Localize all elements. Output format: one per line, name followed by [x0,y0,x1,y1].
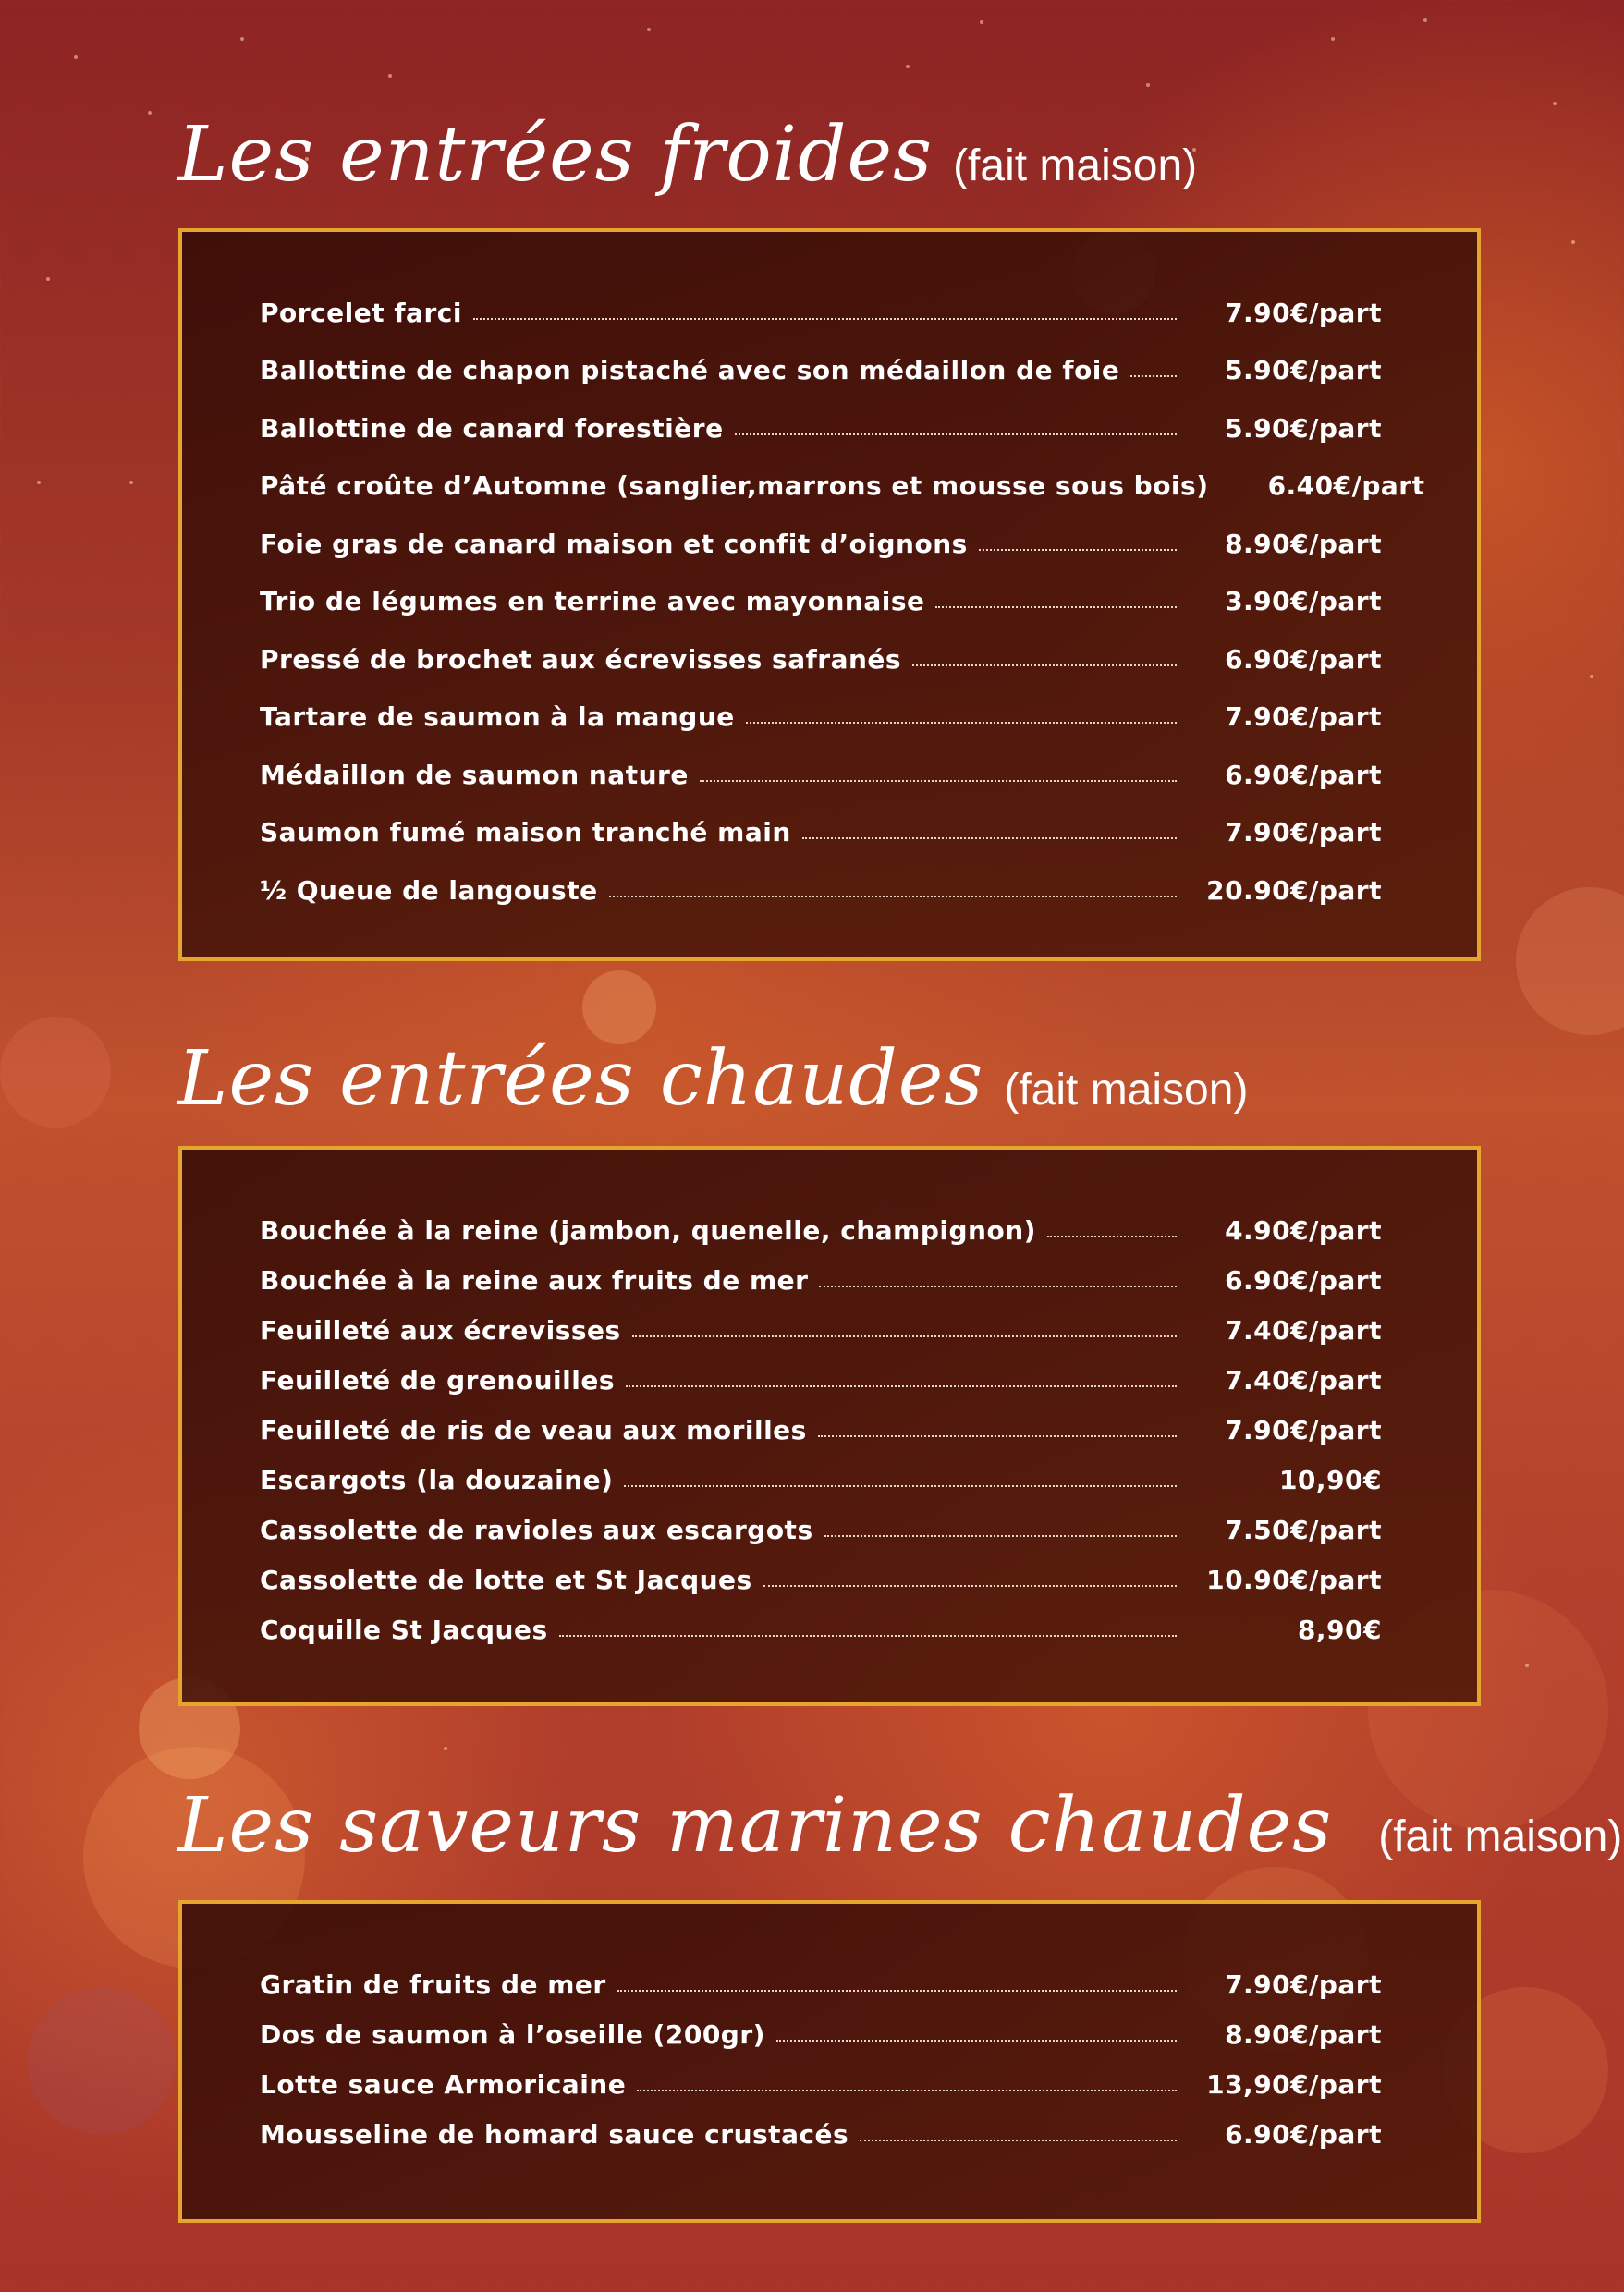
leader-dots [819,1285,1177,1287]
menu-item-name: Bouchée à la reine aux fruits de mer [260,1265,809,1296]
menu-item [260,2109,1382,2150]
menu-item-name: Coquille St Jacques [260,1615,548,1645]
menu-item-name: Escargots (la douzaine) [260,1465,614,1495]
menu-item-price: 7.90€/part [1225,298,1382,328]
menu-item-name: Foie gras de canard maison et confit d’oignons [260,529,968,559]
menu-item [260,287,1382,328]
leader-dots [559,1634,1177,1637]
leader-dots [1130,374,1177,377]
menu-item-name: Cassolette de lotte et St Jacques [260,1565,752,1595]
menu-item-name: Dos de saumon à l’oseille (200gr) [260,2019,765,2050]
menu-item-price: 8.90€/part [1225,529,1382,559]
menu-panel-saveurs-marines [178,1900,1481,2223]
menu-item [260,1505,1382,1545]
menu-item-price: 10,90€ [1278,1465,1382,1495]
leader-dots [935,605,1177,608]
menu-item-name: Porcelet farci [260,298,462,328]
leader-dots [617,1989,1177,1992]
leader-dots [860,2139,1177,2141]
leader-dots [609,895,1177,897]
menu-item-name: Tartare de saumon à la mangue [260,701,735,732]
leader-dots [624,1484,1177,1487]
menu-item [260,865,1382,906]
menu-item-price: 7.90€/part [1225,701,1382,732]
menu-item-name: Trio de légumes en terrine avec mayonnaise [260,586,925,616]
menu-item-price: 7.40€/part [1225,1315,1382,1346]
menu-item-price: 6.90€/part [1225,1265,1382,1296]
leader-dots [700,779,1177,782]
menu-item [260,634,1382,675]
section-subtitle: (fait maison) [1004,1066,1249,1115]
menu-item [260,1604,1382,1645]
section-title-text: Les saveurs marines chaudes [177,1782,1333,1870]
menu-item [260,576,1382,616]
menu-item-price: 3.90€/part [1225,586,1382,616]
menu-item-name: Pressé de brochet aux écrevisses safranés [260,644,902,675]
menu-item-price: 8.90€/part [1225,2019,1382,2050]
menu-item-price: 10.90€/part [1206,1565,1382,1595]
menu-item [260,691,1382,732]
leader-dots [1047,1235,1177,1237]
menu-item [260,1255,1382,1296]
leader-dots [802,836,1177,839]
leader-dots [818,1434,1177,1437]
menu-item-price: 6.90€/part [1225,644,1382,675]
menu-item-price: 7.90€/part [1225,817,1382,847]
menu-item-name: Mousseline de homard sauce crustacés [260,2119,849,2150]
menu-item [260,1554,1382,1595]
menu-item [260,518,1382,559]
menu-item-name: Feuilleté aux écrevisses [260,1315,621,1346]
menu-item-name: Médaillon de saumon nature [260,760,689,790]
leader-dots [979,548,1177,551]
menu-item-name: Saumon fumé maison tranché main [260,817,791,847]
leader-dots [776,2039,1177,2042]
menu-item-price: 7.90€/part [1225,1415,1382,1445]
menu-item [260,345,1382,385]
section-subtitle: (fait maison) [953,141,1198,190]
menu-item [260,1205,1382,1246]
menu-panel-entrees-froides [178,228,1481,961]
section-title-entrees-chaudes [177,1035,1248,1123]
menu-item [260,1455,1382,1495]
menu-item-price: 6.90€/part [1225,760,1382,790]
leader-dots [746,721,1177,724]
leader-dots [637,2089,1177,2091]
menu-item-price: 7.90€/part [1225,1969,1382,2000]
menu-item-price: 6.90€/part [1225,2119,1382,2150]
leader-dots [632,1335,1177,1337]
menu-item [260,2059,1382,2100]
menu-item [260,403,1382,444]
menu-item-price: 20.90€/part [1206,875,1382,906]
menu-item-price: 13,90€/part [1206,2069,1382,2100]
section-title-text: Les entrées froides [177,111,934,199]
menu-item-price: 4.90€/part [1225,1215,1382,1246]
section-title-text: Les entrées chaudes [177,1035,984,1123]
menu-item-name: Cassolette de ravioles aux escargots [260,1515,813,1545]
menu-item-price: 5.90€/part [1225,413,1382,444]
leader-dots [824,1534,1177,1537]
menu-item-name: Feuilleté de ris de veau aux morilles [260,1415,807,1445]
leader-dots [763,1584,1177,1587]
leader-dots [626,1384,1177,1387]
leader-dots [473,317,1177,320]
section-title-saveurs-marines [177,1782,1622,1870]
menu-item [260,750,1382,790]
menu-item-name: Ballottine de chapon pistaché avec son médaillon de foie [260,355,1120,385]
menu-item-name: Pâté croûte d’Automne (sanglier,marrons et mousse sous bois) [260,470,1209,501]
menu-item-name: ½ Queue de langouste [260,875,598,906]
menu-item-name: Lotte sauce Armoricaine [260,2069,627,2100]
leader-dots [912,664,1177,666]
menu-item [260,460,1425,501]
menu-panel-entrees-chaudes [178,1146,1481,1706]
menu-item [260,1305,1382,1346]
menu-item-price: 7.40€/part [1225,1365,1382,1396]
menu-item-name: Bouchée à la reine (jambon, quenelle, champignon) [260,1215,1036,1246]
menu-item-price: 7.50€/part [1225,1515,1382,1545]
menu-item [260,807,1382,847]
leader-dots [735,433,1177,435]
menu-item [260,1355,1382,1396]
menu-item-name: Feuilleté de grenouilles [260,1365,615,1396]
section-subtitle: (fait maison) [1378,1812,1623,1861]
menu-item-name: Ballottine de canard forestière [260,413,724,444]
menu-item-price: 8,90€ [1297,1615,1382,1645]
section-title-entrees-froides [177,111,1197,199]
menu-item-price: 6.40€/part [1267,470,1425,501]
menu-item [260,1405,1382,1445]
menu-item-price: 5.90€/part [1225,355,1382,385]
menu-item-name: Gratin de fruits de mer [260,1969,606,2000]
menu-item [260,1959,1382,2000]
menu-item [260,2009,1382,2050]
